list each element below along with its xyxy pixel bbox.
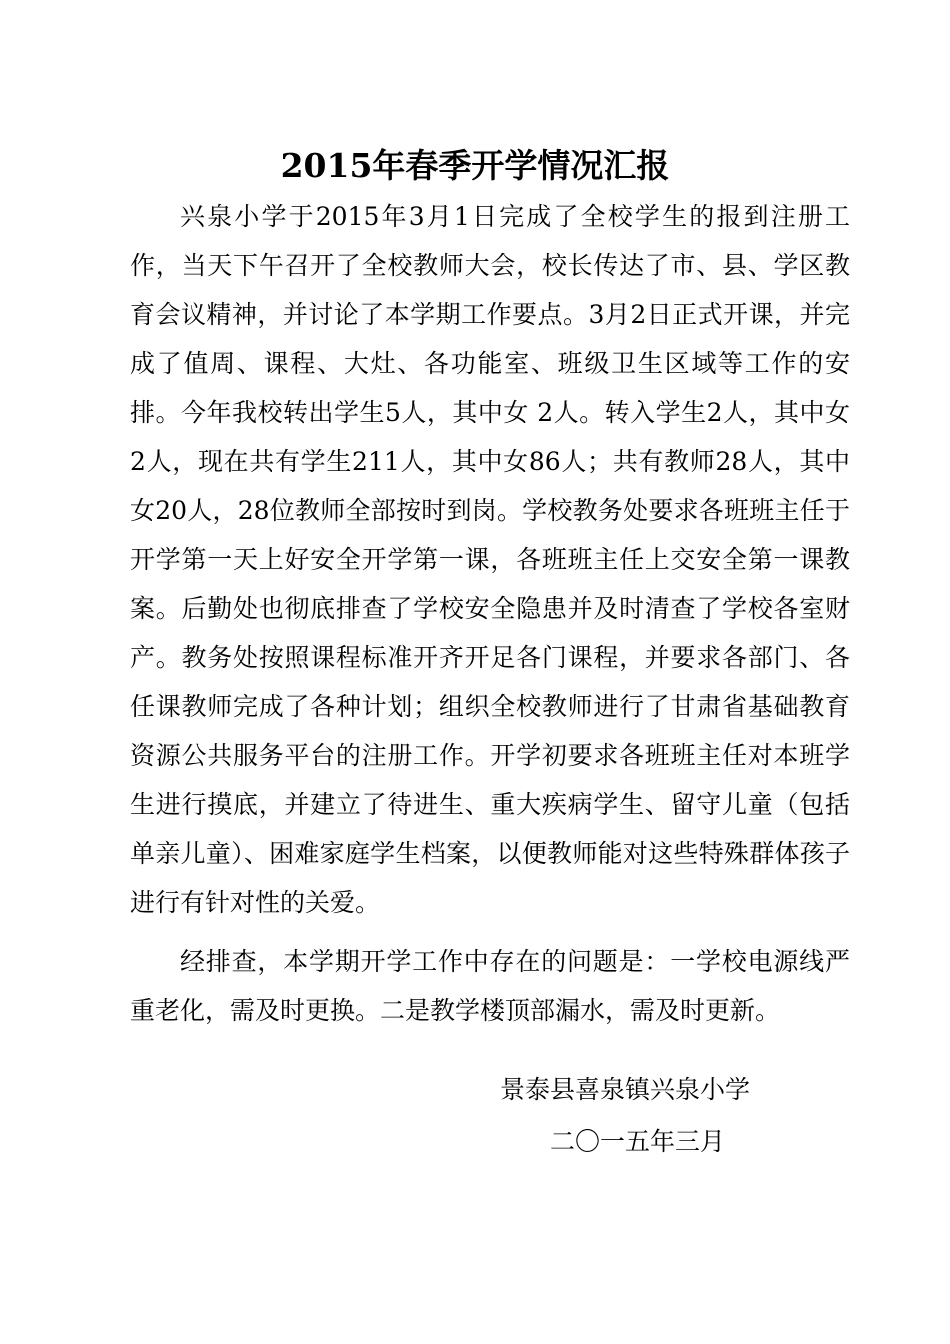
signature-school-name: 景泰县喜泉镇兴泉小学 xyxy=(500,1075,751,1104)
document-title: 2015年春季开学情况汇报 xyxy=(280,146,670,185)
body-paragraph-2: 经排查，本学期开学工作中存在的问题是：一学校电源线严重老化，需及时更换。二是教学楼顶部漏水，需及时更新。 xyxy=(130,947,850,1025)
signature-date: 二〇一五年三月 xyxy=(550,1127,726,1156)
body-paragraph-1: 兴泉小学于2015年3月1日完成了全校学生的报到注册工作，当天下午召开了全校教师大会，校长传达了市、县、学区教育会议精神，并讨论了本学期工作要点。3月2日正式开课，并完成了值周、课程、大灶、各功能室、班级卫生区域等工作的安排。今年我校转出学生5人，其中女 2人。转入学生2人，其中女2人，现在共有学生211人，其中女86人；共有教师28人，其中女20人，28位教师全部按时到岗。学校教务处要求各班班主任于开学第一天上好安全开学第一课，各班班主任上交安全第一课教案。后勤处也彻底排查了学校安全隐患并及时清查了学校各室财产。教务处按照课程标准开齐开足各门课程，并要求各部门、各任课教师完成了各种计划；组织全校教师进行了甘肃省基础教育资源公共服务平台的注册工作。开学初要求各班班主任对本班学生进行摸底，并建立了待进生、重大疾病学生、留守儿童（包括单亲儿童）、困难家庭学生档案，以便教师能对这些特殊群体孩子进行有针对性的关爱。 xyxy=(130,202,850,917)
document-body xyxy=(130,192,850,1035)
